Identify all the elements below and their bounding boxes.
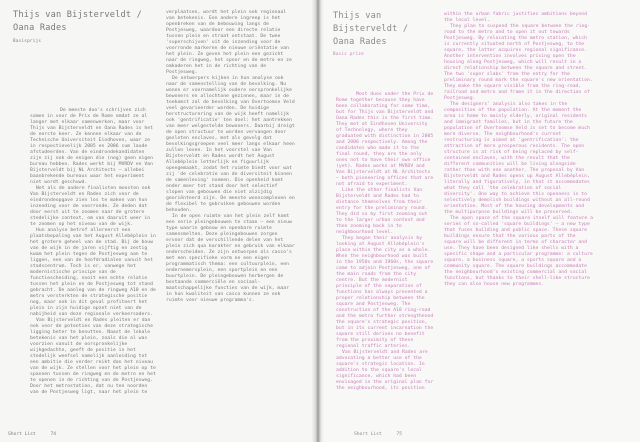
paragraph: Van Bijsterveldt en Rades pleiten er dan ook voor de potenties van deze strategische ligging beter te benutten. Naast de lokale betekenis van het plein, zoals die al was voorzien vanuit de oorspronkelijke wijkgedachte, geeft de positie in het stedelijk weefsel namelijk aanleiding tot een ambitie die verder reikt dan het niveau van de wijk. Ze stellen voor het plein op te spannen tussen de ringweg en de metro en het te openen in de richting van de Postjesweg. Door het metrostation, dat nu ten noorden van de Postjesweg ligt, naar het plein te — [30, 318, 156, 395]
paragraph: verplaatsen, wordt het plein ook regionaal van betekenis. Een andere ingreep is het openbreken van de bebouwing langs de Postjesweg, waardoor een directe relatie tussen plein en straat ontstaat. De twee 'superschijven' uit de inzending voor de voorronde markeren de nieuwe oriëntatie van het plein. Ze geven het plein een gezicht naar de ringweg, het spoor en de metro en ze omkaderen het in de richting van de Postjesweg. — [166, 10, 292, 75]
paragraph: Van Bijsterveldt and Rades are advocating a better use of the square's strategic location. In addition to the square's local significance, which had been envisaged in the original plan for the neighbourhood, its position — [336, 350, 434, 391]
page-title — [333, 10, 408, 49]
paragraph: The open space of the square itself will feature a series of so-called 'square buildings' – a new type that fuses building and public space. These square buildings ensure that the various parts of the square will be different in terms of character and use. They have been designed like shells with a specific shape and a particular programme: a culture square, a business square, a sports square and a community square. The square buildings accommodate the neighbourhood's existing commercial and social functions, but thanks to their shell-like structure they can also house new programmes. — [444, 216, 593, 287]
paragraph: They plan to suspend the square between the ring-road to the metro and to open it out towards Postjesweg. By relocating the metro station, which is currently situated north of Postjesweg, to the square, the latter acquires regional significance. Another intervention involves prising open the housing along Postjesweg, which will result in a direct relationship between the square and street. The two 'super slabs' from the entry for the preliminary round mark the square's new orientation. They make the square visible from the ring-road, railroad and metro and frame it in the direction of Postjesweg. — [444, 24, 593, 101]
title-line: Oana Rades — [333, 37, 387, 47]
paragraph: They began their analysis by looking at August Allebéplein's place within the city as a whole. When the neighbourhood was built in the 1950s and 1960s, the square came to adjoin Postjesweg, one of the main roads from the city centre. But the modernist principle of the separation of functions has always prevented a proper relationship between the square and Postjesweg. The construction of the A10 ring-road and the metro further strengthened the square's strategic position, but in its current incarnation the square still derives no benefit from the proximity of these regional traffic arteries. — [336, 236, 434, 349]
page-title — [13, 9, 142, 35]
paragraph: Like the other finalists Van Bijsterveldt and Rades had to distance themselves from their entry for the preliminary round. They did so by first zooming out to the larger urban context and then zooming back in to neighbourhood level. — [336, 188, 428, 235]
paragraph: De ontwerpers kijken in hun analyse ook naar de samenstelling van de bevolking. Nu wonen er voornamelijk oudere oorspronkelijke bewoners en allochtone gezinnen, maar in de toekomst zal de bevolking van Overtoomse Veld veel gevarieerder worden. De huidige herstructurering van de wijk heeft namelijk ook 'gentrificatie' ten doel: het aantrekken van meer welgestelde bewoners. Daarbij dreigt de open structuur te worden vervangen door gesloten enclaves, met als gevolg dat bevolkingsgroepen veel meer langs elkaar heen zullen leven. In het voorstel van Van Bijsterveldt en Rades wordt het August Allebéplein letterlijk en figuurlijk opengemaakt, zodat het ruimte biedt voor wat zij 'de celebratie van de diversiteit binnen de samenleving' noemen. Die openheid komt onder meer tot stand door het selectief slopen van gebouwen die niet alzijdig georiënteerd zijn. De meeste wooncomplexen en de flexibel te gebruiken gebouwen worden behouden. — [166, 76, 295, 213]
paragraph: The designers' analysis also takes in the composition of the population. At the moment the area is home to mainly elderly, original residents and immigrant families, but in the future the population of Overtoomse Veld is set to become much more diverse. The neighbourhood's current restructuring is aimed at 'gentrification': the attraction of more prosperous residents. The open structure is at risk of being replaced by self-contained enclaves, with the result that the different communities will be living alongside rather than with one another. The proposal by Van Bijsterveldt and Rades opens up August Allebéplein, literally and figuratively, in that it accommodates what they call 'the celebration of social diversity'. One way to achieve this openness is to selectively demolish buildings without an all-round orientation. Most of the housing developments and the multipurpose buildings will be preserved. — [444, 102, 590, 215]
text-column-2 — [444, 12, 594, 288]
left-page-dutch — [0, 0, 318, 442]
page-footer — [354, 432, 414, 438]
footer-label: Short List — [354, 432, 382, 437]
footer-label: Short List — [8, 432, 36, 437]
paragraph: In de open ruimte van het plein zelf komt een serie pleingebouwen te staan – een nieuw type waarin gebouw en openbare ruimte samensmelten. Deze pleingebouwen zorgen ervoor dat de verschillende delen van het plein zich qua karakter en gebruik van elkaar onderscheiden. Ze zijn ontworpen als casco's met een specifieke vorm en een eigen programmatisch thema: een cultuurplein, een ondernemersplein, een sportplein en een buurtplein. De pleingebouwen herbergen de bestaande commerciële en sociaal-maatschappelijke functies van de wijk, maar in hun kwaliteit van casco kunnen ze ook ruimte voor nieuwe programma's. — [166, 214, 295, 303]
book-gutter-shadow — [312, 0, 324, 442]
text-column-1 — [30, 108, 158, 396]
page-subtitle: Basisprijs — [13, 38, 42, 43]
page-number: 74 — [50, 432, 56, 437]
text-column-2 — [166, 10, 296, 304]
text-column-1 — [336, 92, 436, 392]
paragraph: Most duos under the Prix de Rome together because they have been collaborating for some time, but for Thijs van Bijsterveldt and Oana Rades this is the first time. They met at Eindhoven University of Technology, where they graduated with distinction in 2005 and 2006 respectively. Among the candidates who made it to the final round, they are the only ones not to have their own office (yet). Rades works at MVRDV and Van Bijsterveldt at NL Architects – both pioneering offices that are not afraid to experiment. — [336, 92, 434, 187]
page-footer — [8, 432, 68, 438]
right-page-english — [318, 0, 640, 442]
paragraph: within the urban fabric justifies ambitions beyond the local level. — [444, 12, 587, 23]
paragraph: Net als de andere finalisten moesten ook Van Bijsterveldt en Rades zich voor de eindrondeopgave zien los te maken van hun inzending voor de voorronde. Ze deden dat door eerst uit te zoomen naar de grotere stedelijke context, om van daaruit weer in te zoomen op het niveau van de wijk. — [30, 186, 151, 227]
paragraph: Hun analyse betrof allereerst een plaatsbepaling van het August Allebéplein in het grotere geheel van de stad. Bij de bouw van de wijk in de jaren vijftig en zestig kwam het plein tegen de Postjesweg aan te liggen, een van de hoofdradialen vanuit het stadscentrum. Toch is er, vanwege het modernistische principe van de functiescheiding, nooit een echte relatie tussen het plein en de Postjesweg tot stand gebracht. De aanleg van de ringweg A10 en de metro versterkten de strategische positie nog, maar ook in dit geval profiteert het plein in zijn huidige opzet niet van de nabijheid van deze regionale verkeersaders. — [30, 228, 156, 317]
paragraph: De meeste duo's schrijven zich samen in voor de Prix de Rome omdat ze al langer met elkaar samenwerken, maar voor Thijs van Bijsterveldt en Oana Rades is het de eerste keer. Ze kennen elkaar van de Technische Universiteit Eindhoven, waar ze in respectievelijk 2005 en 2006 cum laude afstudeerden. Van de eindrondekandidaten zijn zij ook de enigen die (nog) geen eigen bureau hebben. Rades werkt bij MVRDV en Van Bijsterveldt bij NL Architects – allebei baanbrekende bureaus waar het experiment niet wordt geschuwd. — [30, 108, 153, 185]
page-subtitle: Basic prize — [333, 51, 365, 56]
title-line: Bijsterveldt / — [333, 24, 409, 34]
title-line: Thijs van Bijsterveldt / — [13, 10, 142, 20]
page-number: 75 — [396, 432, 402, 437]
title-line: Thijs van — [333, 11, 382, 21]
title-line: Oana Rades — [13, 23, 67, 33]
